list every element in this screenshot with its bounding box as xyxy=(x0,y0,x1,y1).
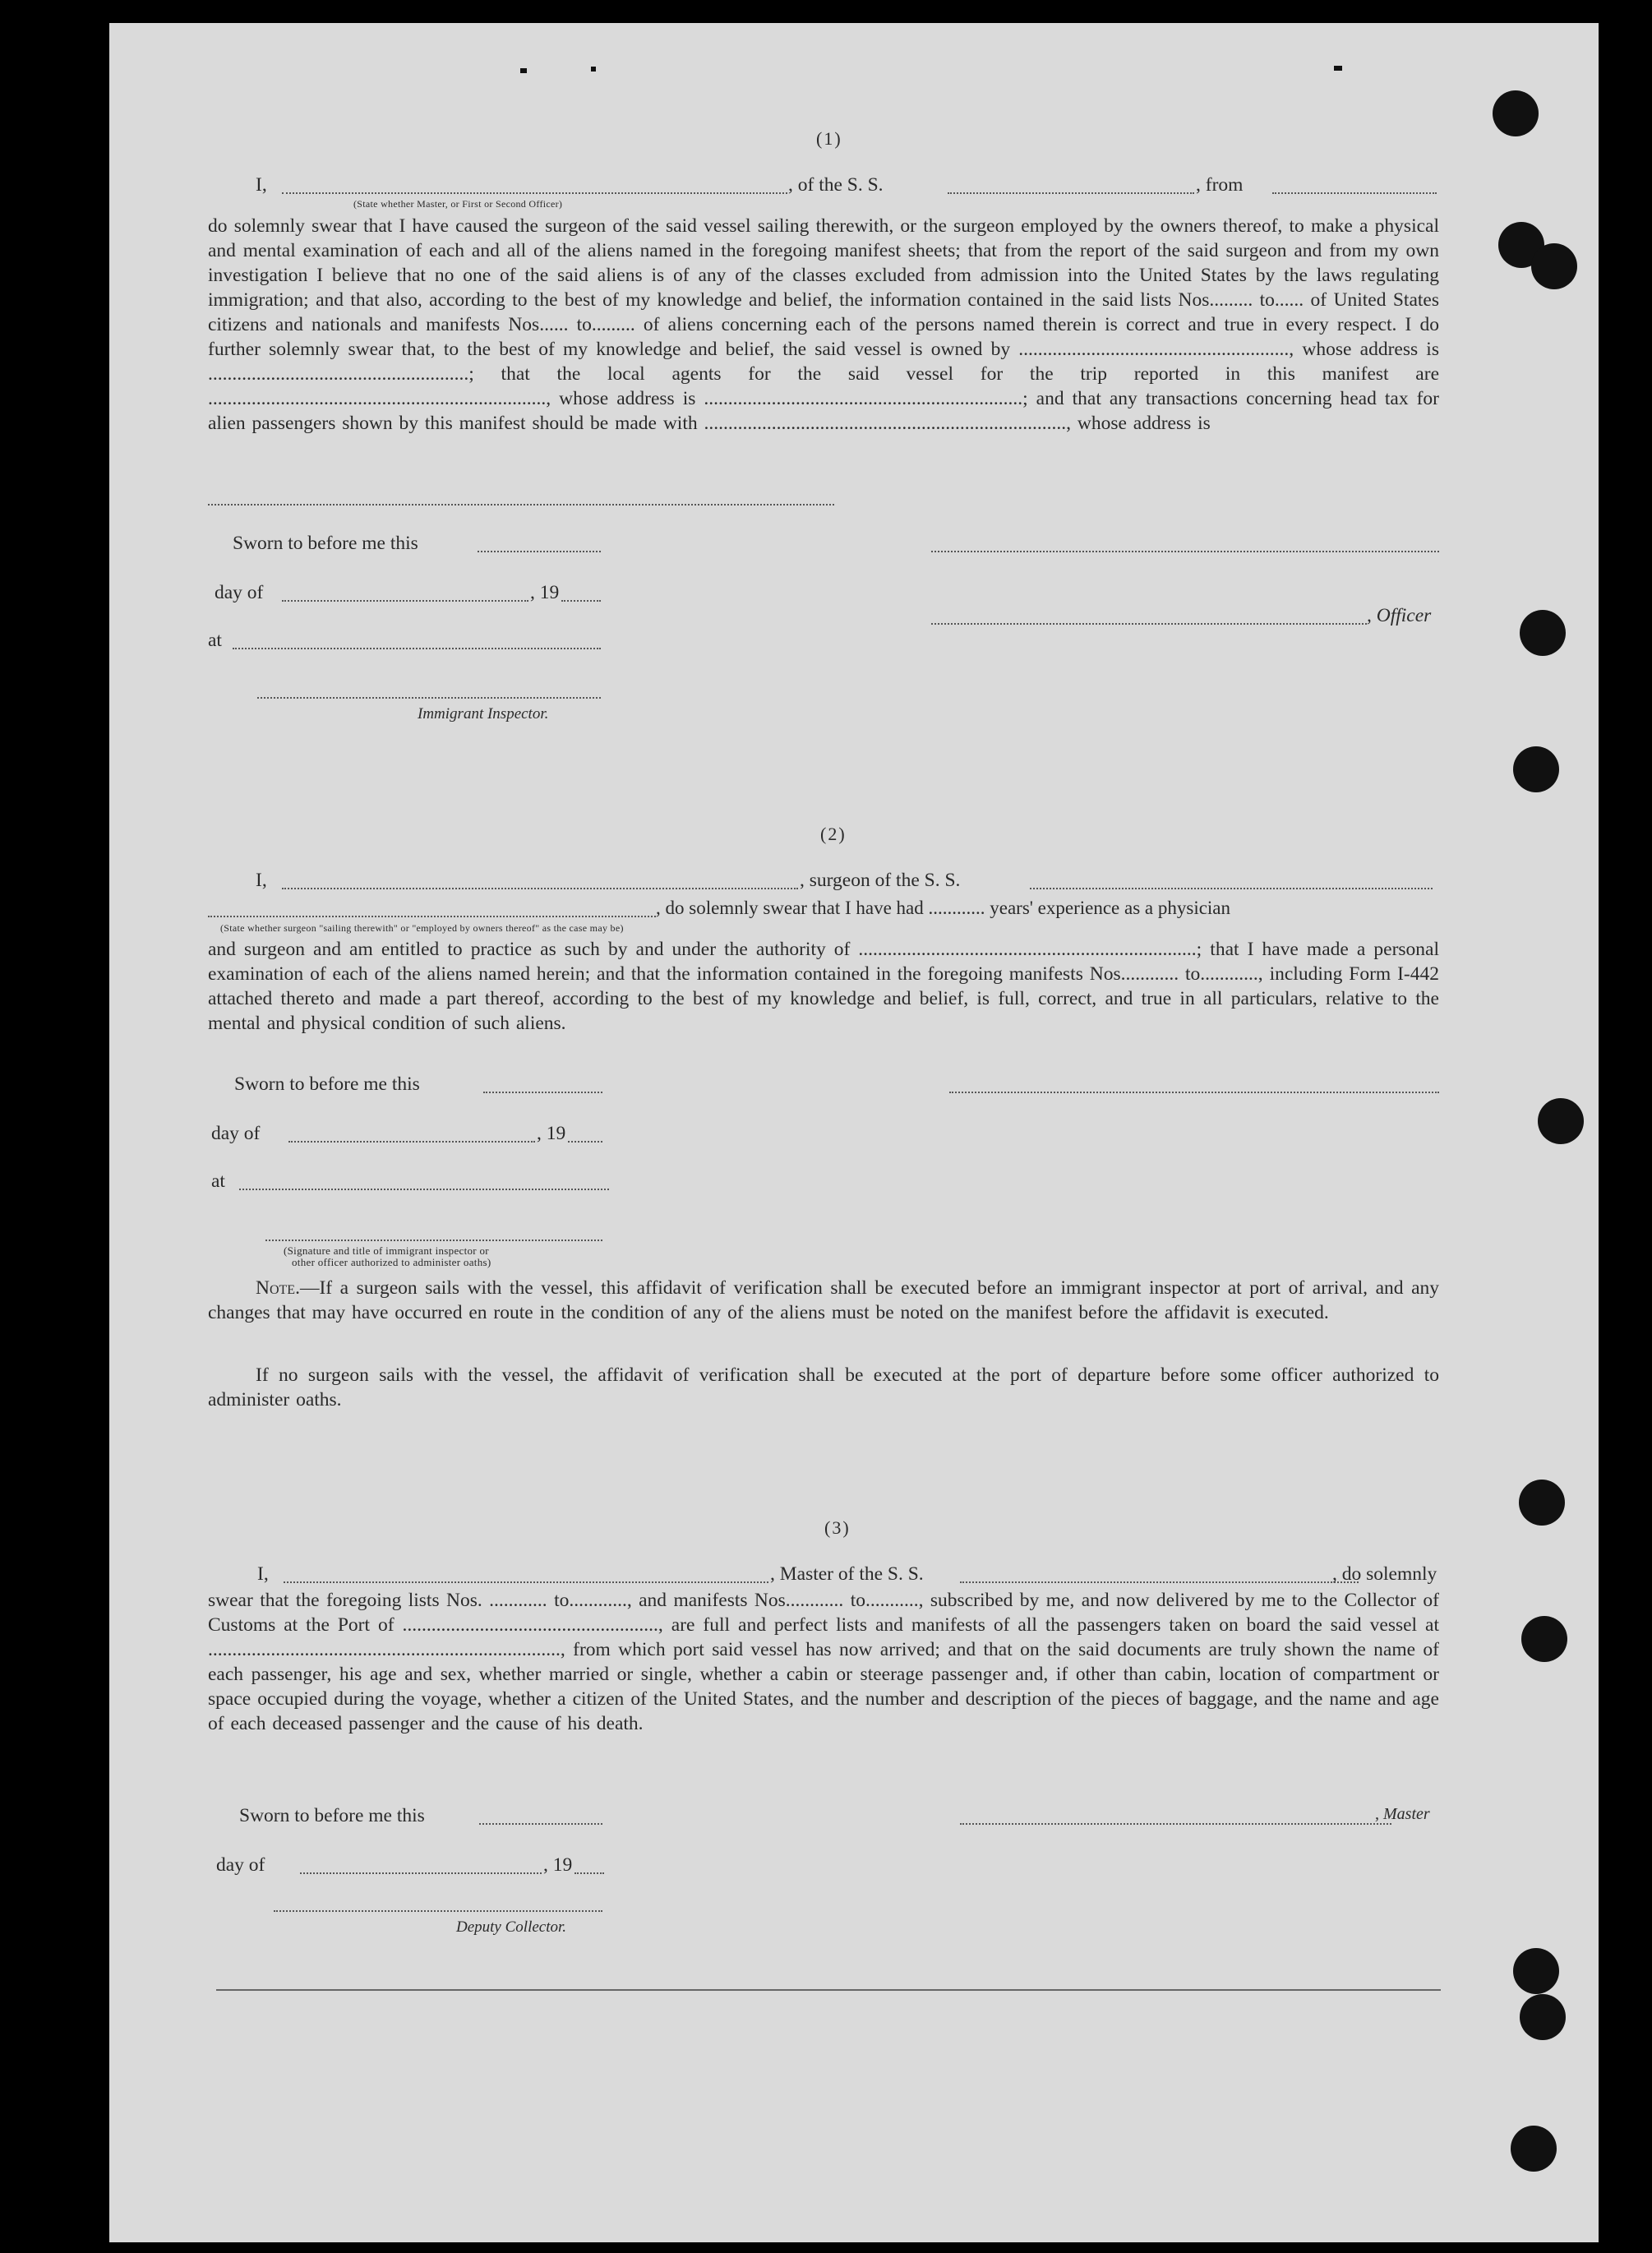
day-blank-2 xyxy=(288,1141,535,1143)
surgeon-of-label: , surgeon of the S. S. xyxy=(800,870,961,891)
collector-label: Deputy Collector. xyxy=(456,1918,567,1936)
master3-name-blank xyxy=(284,1581,768,1583)
day-of-label-1: day of xyxy=(215,582,264,603)
ink-speck xyxy=(1334,66,1342,71)
sworn-label-1: Sworn to before me this xyxy=(233,533,418,554)
inspector-label: Immigrant Inspector. xyxy=(418,705,549,723)
section-1-body: do solemnly swear that I have caused the surgeon of the said vessel sailing therewith, or the surgeon employed by the owners thereof, to make a physical and mental examination of each and all of the aliens named in the foregoing manifest sheets; that from the report of the said surgeon and from my own investigation I believe that no one of the said aliens is of any of the classes excluded from admission into the United States by the laws regulating immigration; and that also, according to the best of my knowledge and belief, the information contained in the said lists Nos......... to...... of United States citizens and nationals and manifests Nos...... to......... of aliens concerning each of the persons named therein is correct and true in every respect. I do further solemnly swear that, to the best of my knowledge and belief, the said vessel is owned by ........................................................, whose address is ......................................................; that the local agents for the said vessel for the trip reported in this manifest are ......................................................................, whose address is ..................................................................; and that any transactions concerning head tax for alien passengers shown by this manifest should be made with ..........................................................................., whose address is xyxy=(208,215,1439,434)
swear-line: , do solemnly swear that I have had ............ years' experience as a physician xyxy=(656,898,1231,918)
day-blank-1 xyxy=(282,600,528,602)
binder-hole xyxy=(1531,243,1577,289)
at-label-2: at xyxy=(211,1170,225,1192)
ship-blank xyxy=(948,192,1194,194)
at-blank-1 xyxy=(233,648,601,649)
surgeon-signature xyxy=(949,1092,1439,1093)
inspector-signature xyxy=(257,697,601,699)
section-2-number: (2) xyxy=(820,824,847,844)
note-text: —If a surgeon sails with the vessel, this affidavit of verification shall be executed before an immigrant inspector at port of arrival, and any changes that may have occurred en route in the condition of any of the aliens must be noted on the manifest before the affidavit is executed. xyxy=(208,1277,1439,1323)
year-label-2: , 19 xyxy=(537,1123,566,1144)
binder-hole xyxy=(1513,746,1559,792)
signature-caption-2: other officer authorized to administer oaths) xyxy=(292,1256,491,1268)
officer-signature xyxy=(931,623,1367,625)
section-3-opening: I, xyxy=(257,1563,269,1585)
surgeon-ship-blank xyxy=(1030,888,1433,889)
from-blank xyxy=(1272,192,1437,194)
binder-hole xyxy=(1493,90,1539,136)
name-blank xyxy=(282,192,787,194)
of-ss-label: , of the S. S. xyxy=(788,174,884,196)
master3-ship-blank xyxy=(960,1581,1359,1583)
day-of-label-3: day of xyxy=(216,1854,265,1876)
master-line xyxy=(256,174,267,196)
note-label: Note. xyxy=(256,1277,300,1299)
at-blank-2 xyxy=(239,1189,609,1190)
master-signature xyxy=(960,1823,1391,1825)
binder-hole xyxy=(1511,2126,1557,2172)
bottom-rule xyxy=(216,1989,1441,1991)
binder-hole xyxy=(1538,1098,1584,1144)
day-blank-3 xyxy=(300,1872,542,1874)
master-of-label: , Master of the S. S. xyxy=(770,1563,924,1585)
binder-hole xyxy=(1513,1948,1559,1994)
note-paragraph xyxy=(208,1276,1439,1325)
section-2-opening: I, xyxy=(256,870,267,891)
day-of-label-2: day of xyxy=(211,1123,261,1144)
section-3-body: swear that the foregoing lists Nos. ............ to............, and manifests Nos............ to..........., subscribed by me, and now delivered by me to the Collector of Customs at the Port of ....................................................., are full and perfect lists and manifests of all the passengers taken on board the said vessel at ........................................................................., from which port said vessel has now arrived; and that on the said documents are truly shown the name of each passenger, his age and sex, whether married or single, whether a cabin or steerage passenger and, if other than cabin, location of compartment or space occupied during the voyage, whether a citizen of the United States, and the number and description of the pieces of baggage, and the name and age of each deceased passenger and the cause of his death. xyxy=(208,1590,1439,1734)
section-3-number: (3) xyxy=(824,1517,851,1538)
sworn-label-2: Sworn to before me this xyxy=(234,1073,420,1095)
signature-caption-1: (Signature and title of immigrant inspector or xyxy=(284,1244,489,1257)
sworn-blank-2 xyxy=(483,1092,602,1093)
section-1-number: (1) xyxy=(816,128,842,149)
binder-hole xyxy=(1521,1616,1567,1662)
year-blank-1 xyxy=(561,600,601,602)
master-label: , Master xyxy=(1375,1805,1430,1823)
ink-speck xyxy=(591,67,596,72)
sworn-blank-1 xyxy=(478,551,601,552)
from-label: , from xyxy=(1196,174,1244,196)
surgeon-status-blank xyxy=(208,916,656,917)
opening-i: I, xyxy=(256,174,267,196)
section-2-body: and surgeon and am entitled to practice as such by and under the authority of ......................................................................; that I have made a personal examination of each of the aliens named herein; and that the information contained in the foregoing manifests Nos............ to............, including Form I-442 attached thereto and made a part thereof, according to the best of my knowledge and belief, is full, correct, and true in all particulars, relative to the mental and physical condition of such aliens. xyxy=(208,939,1439,1034)
year-label-1: , 19 xyxy=(530,582,560,603)
binder-hole xyxy=(1520,1994,1566,2040)
form-page xyxy=(109,23,1599,2242)
surgeon-caption: (State whether surgeon "sailing therewith" or "employed by owners thereof" as the case may be) xyxy=(220,922,624,934)
sworn-blank-3 xyxy=(479,1823,602,1825)
officer-label: , Officer xyxy=(1367,605,1432,626)
year-blank-3 xyxy=(575,1872,604,1874)
sworn-label-3: Sworn to before me this xyxy=(239,1805,425,1826)
solemnly-label: , do solemnly xyxy=(1332,1563,1437,1585)
note-paragraph-2: If no surgeon sails with the vessel, the affidavit of verification shall be executed at the port of departure before some officer authorized to administer oaths. xyxy=(208,1364,1439,1410)
address-blank xyxy=(208,504,834,506)
collector-signature xyxy=(274,1910,602,1912)
at-label-1: at xyxy=(208,630,222,651)
signature-blank-2 xyxy=(265,1240,602,1241)
surgeon-name-blank xyxy=(282,888,798,889)
binder-hole xyxy=(1519,1480,1565,1526)
master-caption: (State whether Master, or First or Second Officer) xyxy=(353,198,563,210)
ink-speck xyxy=(520,68,527,73)
officer-signature-top xyxy=(931,551,1439,552)
year-blank-2 xyxy=(568,1141,602,1143)
year-label-3: , 19 xyxy=(543,1854,573,1876)
binder-hole xyxy=(1520,610,1566,656)
